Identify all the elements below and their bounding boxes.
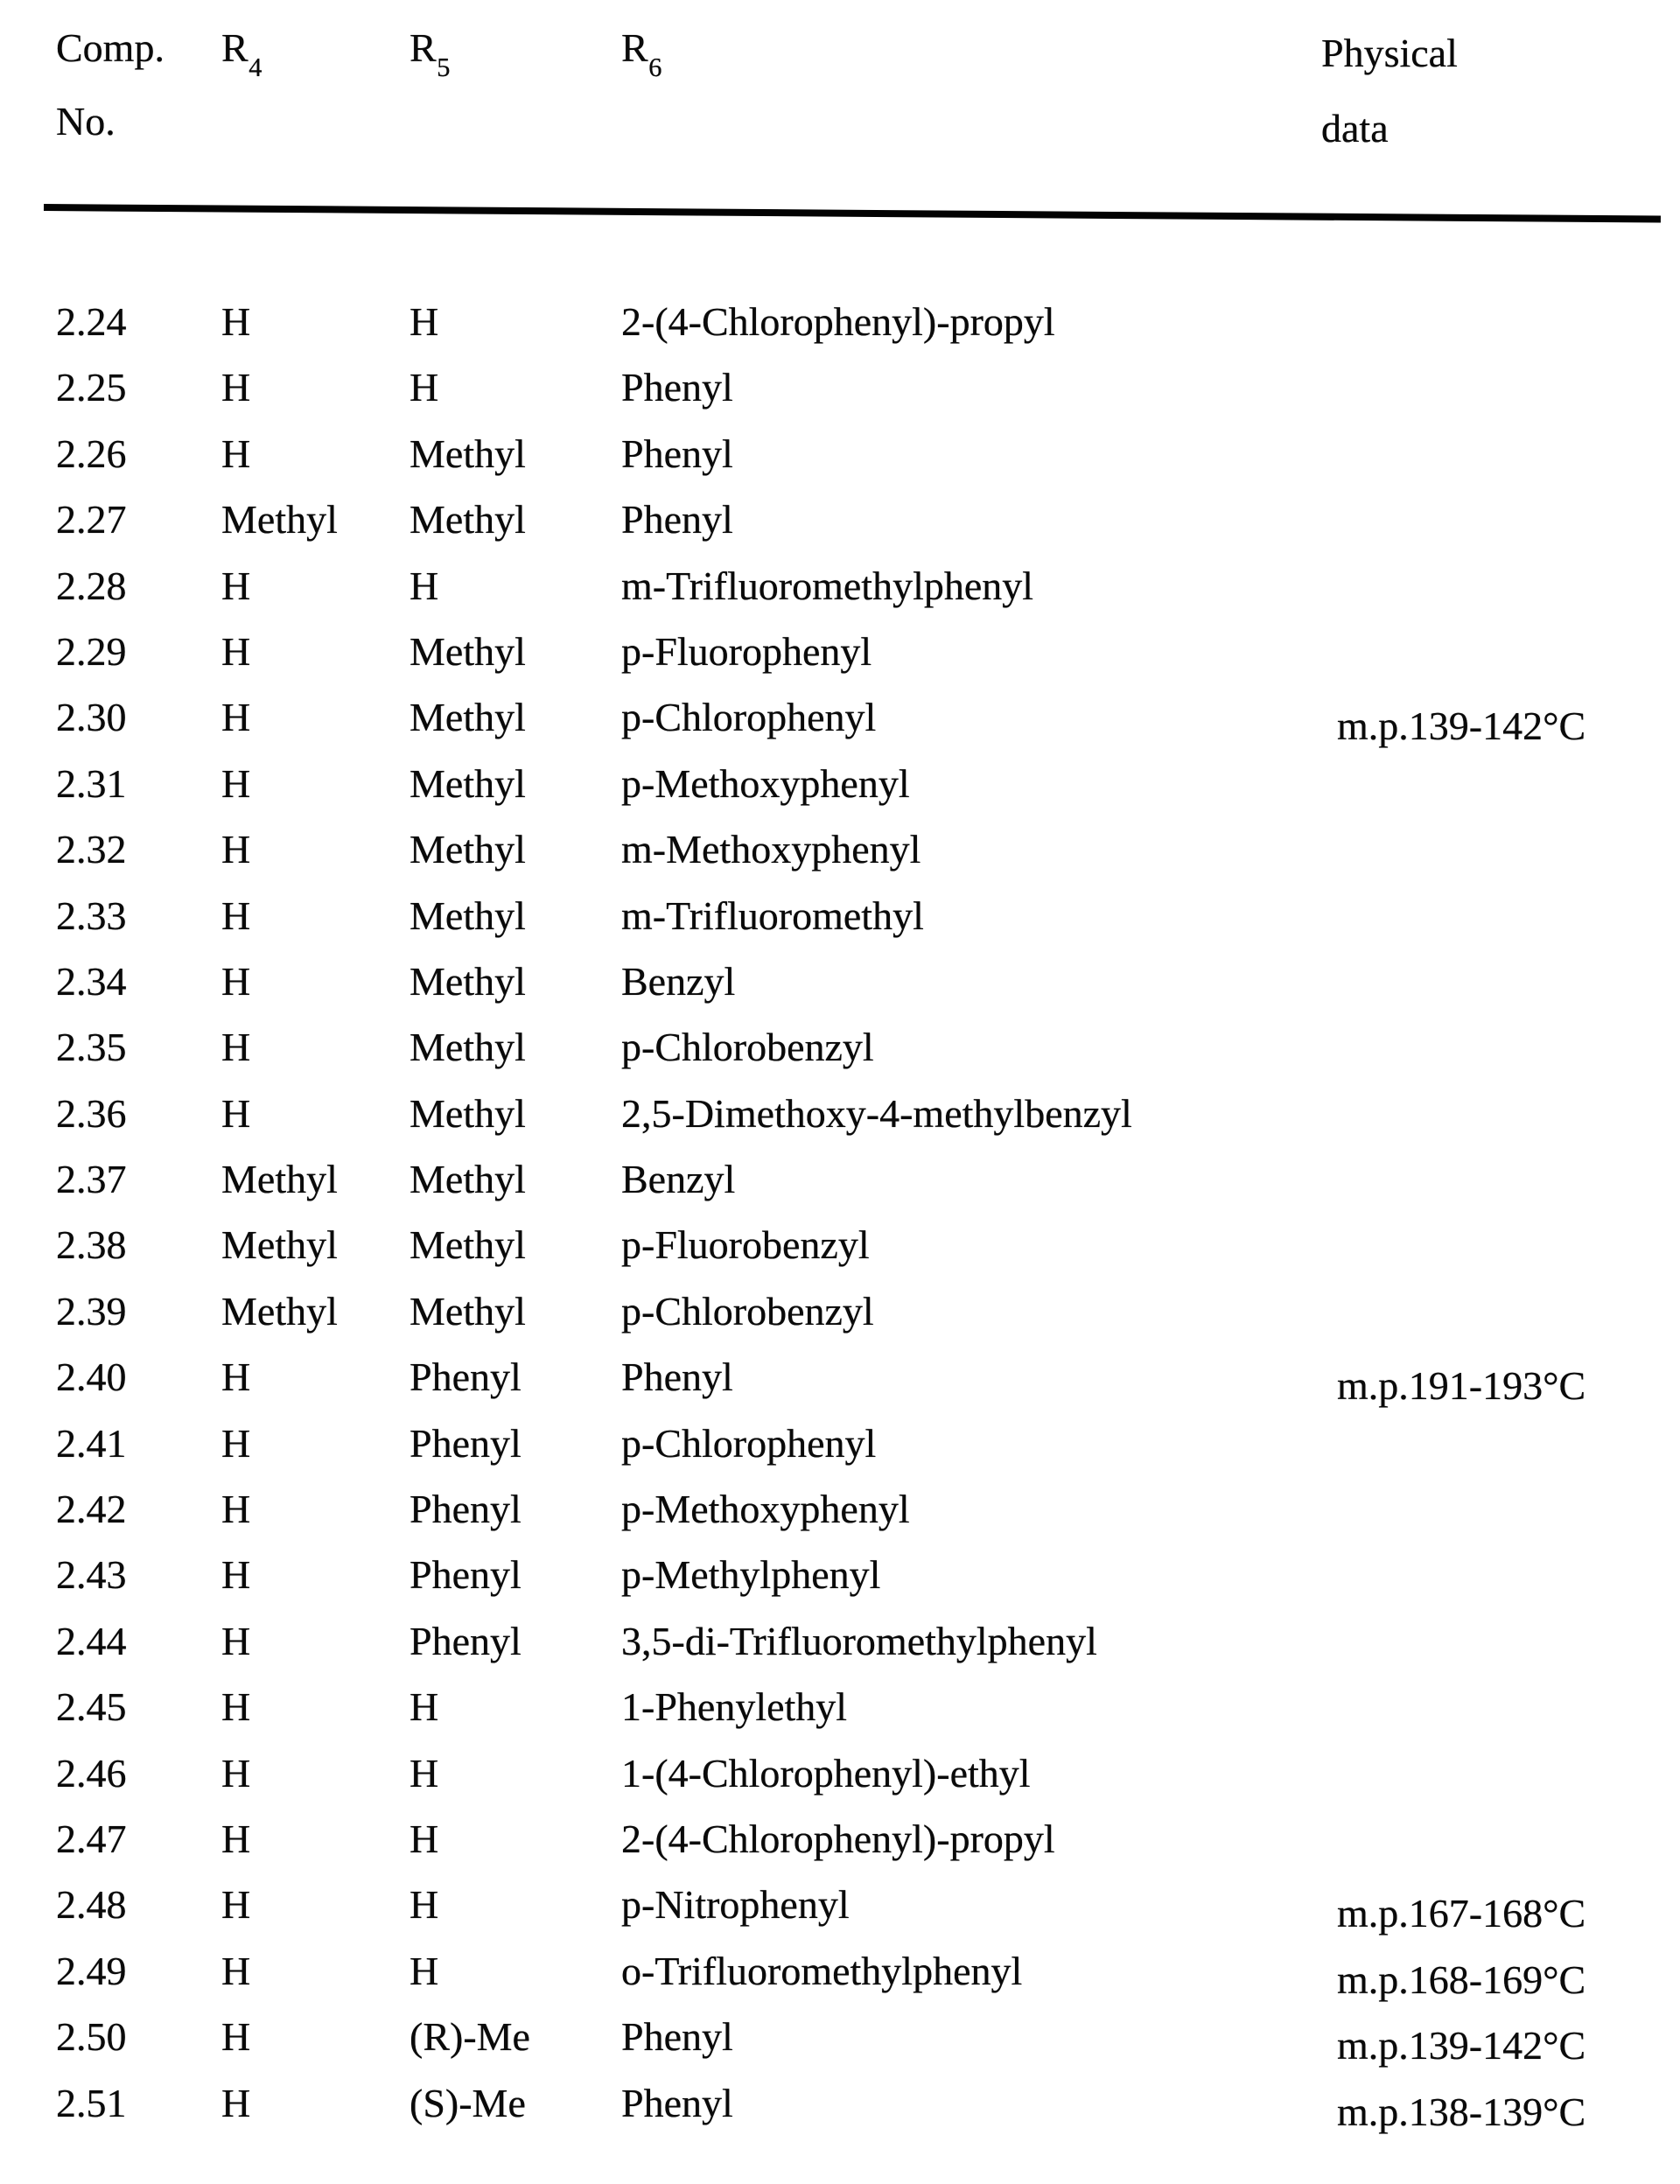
cell-r4: H [221, 299, 251, 344]
cell-physical-data: m.p.139-142°C [1337, 704, 1586, 749]
cell-r4: H [221, 1420, 251, 1466]
table-row [0, 1278, 1680, 1344]
cell-comp-no: 2.51 [56, 2080, 127, 2125]
cell-r5: H [410, 1816, 439, 1861]
cell-r5: Methyl [410, 760, 526, 806]
cell-r5: Methyl [410, 430, 526, 476]
cell-r4: H [221, 365, 251, 410]
table-row [0, 553, 1680, 619]
column-header-r4 [221, 25, 262, 83]
cell-r6: p-Methoxyphenyl [621, 760, 910, 806]
cell-r5: Methyl [410, 695, 526, 740]
table-row [0, 1872, 1680, 1937]
cell-r5: Methyl [410, 1025, 526, 1070]
cell-r5: Phenyl [410, 1354, 522, 1400]
cell-r4: H [221, 892, 251, 938]
cell-r6: p-Fluorophenyl [621, 628, 872, 674]
cell-r5: Methyl [410, 892, 526, 938]
cell-comp-no: 2.34 [56, 958, 127, 1004]
cell-r6: p-Chlorobenzyl [621, 1025, 874, 1070]
column-header-comp-line1: Comp. [56, 25, 164, 70]
cell-r4: Methyl [221, 1157, 338, 1202]
table-row [0, 1146, 1680, 1212]
cell-r4: H [221, 2014, 251, 2060]
column-header-r6 [621, 25, 662, 83]
cell-r6: p-Fluorobenzyl [621, 1222, 870, 1268]
table-row [0, 1740, 1680, 1806]
cell-r4: Methyl [221, 1222, 338, 1268]
cell-comp-no: 2.50 [56, 2014, 127, 2060]
cell-r6: Benzyl [621, 958, 736, 1004]
cell-r6: 2-(4-Chlorophenyl)-propyl [621, 299, 1055, 344]
cell-r6: 3,5-di-Trifluoromethylphenyl [621, 1618, 1097, 1663]
column-header-physical-line1: Physical [1321, 31, 1458, 75]
cell-r5: Methyl [410, 628, 526, 674]
cell-r6: p-Methoxyphenyl [621, 1487, 910, 1532]
cell-r5: H [410, 1948, 439, 1993]
cell-r6: Phenyl [621, 365, 733, 410]
table-row [0, 2070, 1680, 2136]
cell-r5: Phenyl [410, 1420, 522, 1466]
cell-comp-no: 2.49 [56, 1948, 127, 1993]
cell-r4: H [221, 1816, 251, 1861]
cell-comp-no: 2.47 [56, 1816, 127, 1861]
table-row [0, 883, 1680, 948]
cell-comp-no: 2.25 [56, 365, 127, 410]
table-row [0, 1608, 1680, 1674]
column-header-comp-line2: No. [56, 99, 116, 144]
cell-r4: H [221, 430, 251, 476]
table-row [0, 1344, 1680, 1410]
cell-r6: m-Trifluoromethyl [621, 892, 924, 938]
r6-subscript: 6 [648, 52, 662, 83]
cell-r6: m-Trifluoromethylphenyl [621, 563, 1034, 608]
cell-r4: H [221, 1090, 251, 1136]
table-row [0, 1674, 1680, 1740]
cell-r4: H [221, 1948, 251, 1993]
table-row [0, 1212, 1680, 1278]
table-row [0, 354, 1680, 420]
cell-comp-no: 2.30 [56, 695, 127, 740]
cell-r4: H [221, 695, 251, 740]
cell-r6: p-Chlorophenyl [621, 695, 877, 740]
cell-r6: Phenyl [621, 1354, 733, 1400]
cell-r5: Methyl [410, 1222, 526, 1268]
table-row [0, 421, 1680, 486]
column-header-physical-line2: data [1321, 106, 1389, 150]
table-row [0, 684, 1680, 750]
cell-r6: 1-Phenylethyl [621, 1684, 848, 1730]
cell-r4: H [221, 1882, 251, 1928]
cell-r4: H [221, 1552, 251, 1598]
cell-r4: H [221, 2080, 251, 2125]
table-row [0, 816, 1680, 882]
cell-r5: H [410, 563, 439, 608]
cell-r4: H [221, 1354, 251, 1400]
cell-r5: H [410, 1684, 439, 1730]
table-row [0, 486, 1680, 552]
table-row [0, 1938, 1680, 2004]
cell-comp-no: 2.48 [56, 1882, 127, 1928]
cell-comp-no: 2.38 [56, 1222, 127, 1268]
cell-r4: Methyl [221, 1288, 338, 1334]
cell-comp-no: 2.31 [56, 760, 127, 806]
table-row [0, 619, 1680, 684]
cell-r6: 2-(4-Chlorophenyl)-propyl [621, 1816, 1055, 1861]
table-row [0, 1081, 1680, 1146]
cell-r5: Phenyl [410, 1552, 522, 1598]
cell-r4: H [221, 563, 251, 608]
cell-r4: H [221, 958, 251, 1004]
table-row [0, 289, 1680, 354]
cell-r6: Benzyl [621, 1157, 736, 1202]
cell-comp-no: 2.32 [56, 827, 127, 872]
cell-r6: m-Methoxyphenyl [621, 827, 921, 872]
cell-r6: Phenyl [621, 430, 733, 476]
cell-r5: (S)-Me [410, 2080, 526, 2125]
cell-r4: H [221, 1618, 251, 1663]
cell-r4: Methyl [221, 497, 338, 542]
cell-comp-no: 2.40 [56, 1354, 127, 1400]
r6-label: R [621, 25, 648, 70]
cell-comp-no: 2.28 [56, 563, 127, 608]
cell-comp-no: 2.45 [56, 1684, 127, 1730]
table-rows [0, 289, 1680, 2136]
r4-label: R [221, 25, 248, 70]
cell-r5: H [410, 365, 439, 410]
header-divider-rule [44, 204, 1661, 223]
cell-physical-data: m.p.191-193°C [1337, 1363, 1586, 1409]
cell-r4: H [221, 628, 251, 674]
cell-comp-no: 2.44 [56, 1618, 127, 1663]
cell-r5: Methyl [410, 1288, 526, 1334]
table-row [0, 1014, 1680, 1080]
r4-subscript: 4 [248, 52, 262, 83]
cell-physical-data: m.p.168-169°C [1337, 1956, 1586, 2002]
cell-r5: (R)-Me [410, 2014, 530, 2060]
cell-comp-no: 2.46 [56, 1750, 127, 1796]
cell-r4: H [221, 1750, 251, 1796]
cell-r5: H [410, 1882, 439, 1928]
cell-comp-no: 2.43 [56, 1552, 127, 1598]
cell-physical-data: m.p.139-142°C [1337, 2023, 1586, 2068]
cell-comp-no: 2.26 [56, 430, 127, 476]
cell-r6: p-Methylphenyl [621, 1552, 881, 1598]
table-row [0, 1806, 1680, 1872]
table-row [0, 1476, 1680, 1542]
r5-subscript: 5 [437, 52, 451, 83]
table-row [0, 948, 1680, 1014]
cell-r5: H [410, 299, 439, 344]
r5-label: R [410, 25, 437, 70]
cell-r5: Methyl [410, 1090, 526, 1136]
cell-comp-no: 2.35 [56, 1025, 127, 1070]
cell-comp-no: 2.36 [56, 1090, 127, 1136]
cell-r6: Phenyl [621, 2080, 733, 2125]
table-row [0, 1410, 1680, 1476]
cell-r4: H [221, 1684, 251, 1730]
cell-r4: H [221, 760, 251, 806]
cell-r6: p-Nitrophenyl [621, 1882, 850, 1928]
table-row [0, 751, 1680, 816]
cell-comp-no: 2.29 [56, 628, 127, 674]
cell-r5: Phenyl [410, 1487, 522, 1532]
cell-r5: Methyl [410, 827, 526, 872]
cell-comp-no: 2.27 [56, 497, 127, 542]
cell-r5: Methyl [410, 1157, 526, 1202]
cell-r4: H [221, 827, 251, 872]
cell-comp-no: 2.33 [56, 892, 127, 938]
cell-physical-data: m.p.138-139°C [1337, 2089, 1586, 2134]
cell-r5: Phenyl [410, 1618, 522, 1663]
cell-r5: Methyl [410, 958, 526, 1004]
cell-r6: 2,5-Dimethoxy-4-methylbenzyl [621, 1090, 1132, 1136]
cell-r5: H [410, 1750, 439, 1796]
cell-physical-data: m.p.167-168°C [1337, 1891, 1586, 1936]
cell-r6: o-Trifluoromethylphenyl [621, 1948, 1023, 1993]
table-row [0, 1542, 1680, 1607]
table-row [0, 2004, 1680, 2069]
cell-r5: Methyl [410, 497, 526, 542]
cell-r6: Phenyl [621, 497, 733, 542]
cell-r6: p-Chlorobenzyl [621, 1288, 874, 1334]
cell-comp-no: 2.41 [56, 1420, 127, 1466]
cell-r4: H [221, 1025, 251, 1070]
cell-comp-no: 2.37 [56, 1157, 127, 1202]
cell-r6: 1-(4-Chlorophenyl)-ethyl [621, 1750, 1031, 1796]
column-header-r5 [410, 25, 451, 83]
cell-comp-no: 2.24 [56, 299, 127, 344]
cell-r6: p-Chlorophenyl [621, 1420, 877, 1466]
cell-comp-no: 2.42 [56, 1487, 127, 1532]
cell-r4: H [221, 1487, 251, 1532]
cell-comp-no: 2.39 [56, 1288, 127, 1334]
cell-r6: Phenyl [621, 2014, 733, 2060]
